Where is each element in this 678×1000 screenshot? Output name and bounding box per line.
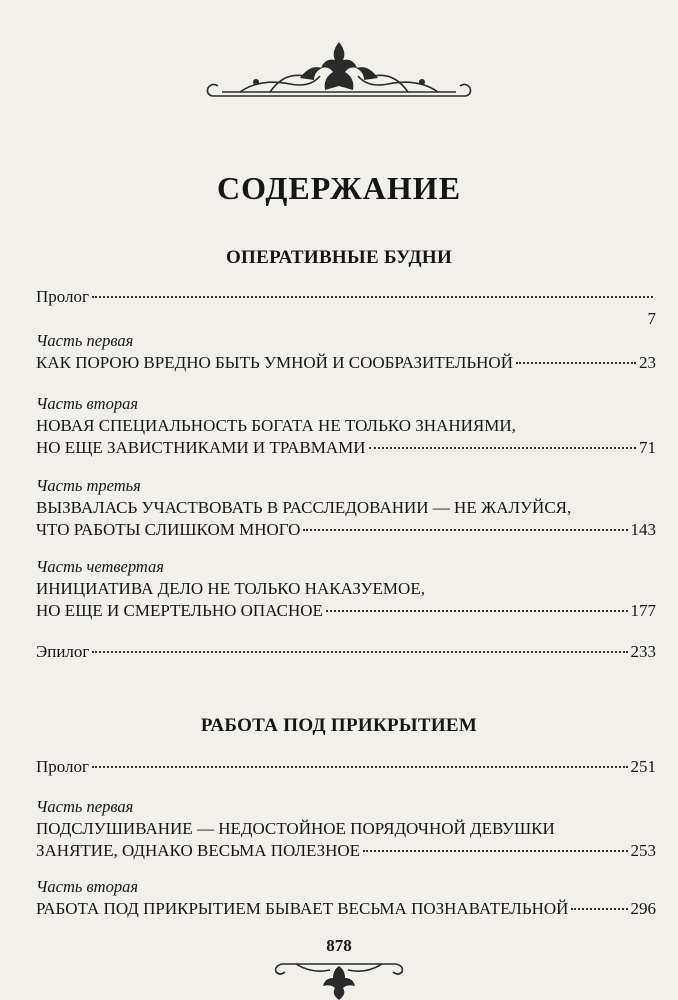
footer-ornament-icon [0, 958, 678, 1000]
leader-dots [516, 362, 636, 364]
leader-dots [326, 610, 628, 612]
entry-page: 71 [639, 438, 656, 457]
entry-page: 251 [630, 757, 656, 776]
entry-title: ИНИЦИАТИВА ДЕЛО НЕ ТОЛЬКО НАКАЗУЕМОЕ, [36, 579, 425, 598]
entry-page: 177 [630, 601, 656, 620]
entry-title: Эпилог [36, 642, 90, 661]
toc-entry[interactable] [36, 475, 656, 541]
entry-title: ВЫЗВАЛАСЬ УЧАСТВОВАТЬ В РАССЛЕДОВАНИИ — НЕ ЖАЛУЙСЯ, [36, 498, 572, 517]
entry-page: 23 [639, 353, 656, 372]
toc-entry[interactable] [36, 393, 656, 459]
part-label: Часть вторая [36, 877, 138, 896]
entry-page: 253 [630, 841, 656, 860]
leader-dots [92, 296, 653, 298]
toc-entry[interactable] [36, 641, 656, 663]
page-number: 878 [326, 936, 352, 955]
toc-entry[interactable] [36, 330, 656, 374]
toc-entry[interactable] [36, 286, 656, 330]
entry-page: 143 [630, 520, 656, 539]
entry-title-cont: НО ЕЩЕ И СМЕРТЕЛЬНО ОПАСНОЕ [36, 601, 323, 620]
entry-title: КАК ПОРОЮ ВРЕДНО БЫТЬ УМНОЙ И СООБРАЗИТЕЛЬНОЙ [36, 353, 513, 372]
leader-dots [92, 766, 627, 768]
toc-entry[interactable] [36, 756, 656, 778]
toc-entry[interactable] [36, 796, 656, 862]
entry-page: 7 [647, 309, 656, 328]
section-title-1: ОПЕРАТИВНЫЕ БУДНИ [225, 247, 453, 268]
entry-title-cont: ЗАНЯТИЕ, ОДНАКО ВЕСЬМА ПОЛЕЗНОЕ [36, 841, 361, 860]
entry-title: НОВАЯ СПЕЦИАЛЬНОСТЬ БОГАТА НЕ ТОЛЬКО ЗНАНИЯМИ, [36, 416, 516, 435]
entry-title: ПОДСЛУШИВАНИЕ — НЕДОСТОЙНОЕ ПОРЯДОЧНОЙ ДЕВУШКИ [36, 819, 555, 838]
part-label: Часть вторая [36, 394, 138, 413]
entry-title: РАБОТА ПОД ПРИКРЫТИЕМ БЫВАЕТ ВЕСЬМА ПОЗНАВАТЕЛЬНОЙ [36, 899, 569, 918]
entry-title: Пролог [36, 757, 90, 776]
page-title: СОДЕРЖАНИЕ [216, 170, 462, 206]
header-ornament-icon [0, 38, 678, 100]
leader-dots [303, 529, 627, 531]
part-label: Часть первая [36, 331, 134, 350]
entry-title-cont: НО ЕЩЕ ЗАВИСТНИКАМИ И ТРАВМАМИ [36, 438, 366, 457]
part-label: Часть четвертая [36, 557, 164, 576]
leader-dots [571, 908, 627, 910]
part-label: Часть первая [36, 797, 134, 816]
entry-title: Пролог [36, 287, 90, 306]
leader-dots [363, 850, 627, 852]
section-title-2: РАБОТА ПОД ПРИКРЫТИЕМ [200, 715, 478, 736]
toc-entry[interactable] [36, 876, 656, 920]
entry-title-cont: ЧТО РАБОТЫ СЛИШКОМ МНОГО [36, 520, 301, 539]
toc-entry[interactable] [36, 556, 656, 622]
part-label: Часть третья [36, 476, 141, 495]
entry-page: 233 [630, 642, 656, 661]
entry-page: 296 [630, 899, 656, 918]
leader-dots [92, 651, 627, 653]
leader-dots [369, 447, 636, 449]
